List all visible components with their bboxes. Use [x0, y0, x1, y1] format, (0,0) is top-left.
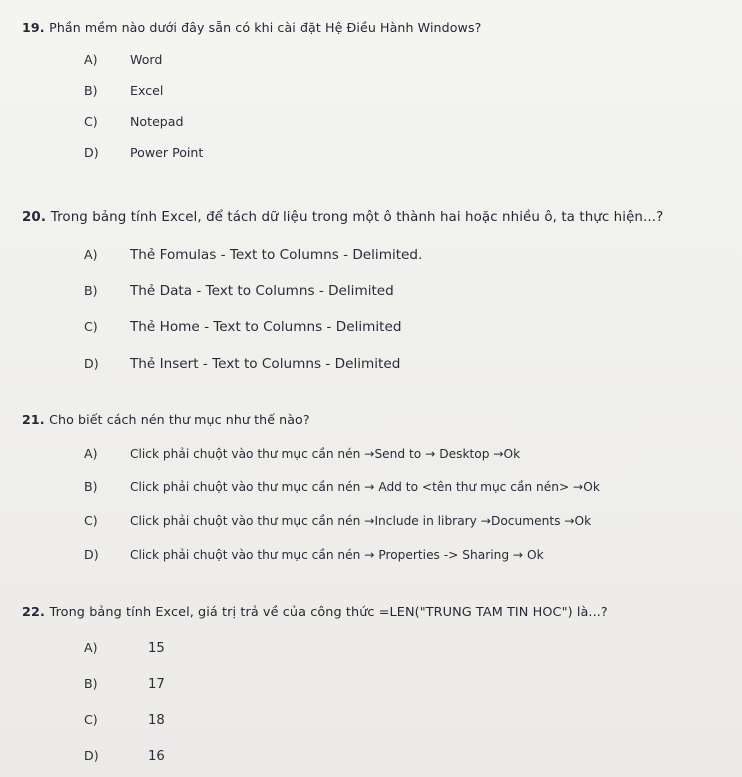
option-text: Excel — [130, 82, 164, 98]
option-text: Click phải chuột vào thư mục cần nén → Properties -> Sharing → Ok — [130, 547, 544, 562]
option-label: C) — [84, 113, 98, 129]
option-row[interactable] — [22, 247, 742, 263]
question-20 — [0, 210, 742, 372]
question-21-options — [22, 446, 742, 563]
question-19-number: 19. — [22, 20, 45, 35]
option-row[interactable] — [22, 513, 742, 529]
option-row[interactable] — [22, 114, 742, 129]
option-text: 17 — [148, 676, 165, 692]
question-19-options — [22, 52, 742, 160]
option-label: B) — [84, 675, 98, 691]
option-label: B) — [84, 479, 98, 495]
option-label: C) — [84, 513, 98, 529]
question-21-number: 21. — [22, 412, 45, 427]
option-label: C) — [84, 319, 98, 335]
option-text: Power Point — [130, 145, 204, 161]
option-text: 18 — [148, 712, 165, 728]
question-22 — [0, 605, 742, 764]
question-22-stem — [22, 605, 742, 621]
option-label: A) — [84, 639, 98, 655]
option-label: C) — [84, 711, 98, 727]
option-text: 15 — [148, 640, 165, 656]
question-19-stem — [22, 20, 742, 36]
question-20-text: Trong bảng tính Excel, để tách dữ liệu trong một ô thành hai hoặc nhiều ô, ta thực hiện...? — [50, 210, 664, 225]
option-text: Click phải chuột vào thư mục cần nén → Add to <tên thư mục cần nén> →Ok — [130, 480, 600, 495]
question-20-stem — [22, 210, 742, 227]
question-21-stem — [22, 412, 742, 428]
option-row[interactable] — [22, 83, 742, 98]
question-22-options — [22, 640, 742, 764]
option-row[interactable] — [22, 640, 742, 657]
option-text: Thẻ Home - Text to Columns - Delimited — [130, 319, 402, 336]
question-20-options — [22, 247, 742, 372]
option-label: D) — [84, 747, 99, 763]
option-row[interactable] — [22, 356, 742, 372]
option-row[interactable] — [22, 283, 742, 299]
option-row[interactable] — [22, 446, 742, 462]
option-label: B) — [84, 283, 98, 299]
option-text: Thẻ Data - Text to Columns - Delimited — [130, 283, 394, 300]
option-label: D) — [84, 355, 99, 371]
option-text: 16 — [148, 748, 165, 764]
question-19-text: Phần mềm nào dưới đây sẵn có khi cài đặt Hệ Điều Hành Windows? — [49, 20, 482, 35]
question-19 — [0, 20, 742, 160]
option-row[interactable] — [22, 319, 742, 335]
option-label: A) — [84, 51, 98, 67]
question-22-number: 22. — [22, 605, 45, 620]
option-row[interactable] — [22, 52, 742, 67]
option-row[interactable] — [22, 712, 742, 729]
option-label: D) — [84, 546, 99, 562]
option-text: Word — [130, 51, 163, 67]
option-label: B) — [84, 82, 98, 98]
option-text: Thẻ Fomulas - Text to Columns - Delimited. — [130, 246, 423, 263]
question-21 — [0, 412, 742, 562]
option-text: Notepad — [130, 113, 184, 129]
option-row[interactable] — [22, 676, 742, 693]
option-row[interactable] — [22, 547, 742, 563]
option-text: Click phải chuột vào thư mục cần nén →Send to → Desktop →Ok — [130, 446, 521, 461]
question-20-number: 20. — [22, 210, 47, 225]
option-row[interactable] — [22, 748, 742, 765]
option-text: Click phải chuột vào thư mục cần nén →Include in library →Documents →Ok — [130, 514, 592, 529]
option-row[interactable] — [22, 479, 742, 495]
option-label: A) — [84, 246, 98, 262]
option-row[interactable] — [22, 145, 742, 160]
option-label: A) — [84, 445, 98, 461]
option-text: Thẻ Insert - Text to Columns - Delimited — [130, 355, 401, 372]
option-label: D) — [84, 145, 99, 161]
question-22-text: Trong bảng tính Excel, giá trị trả về của công thức =LEN("TRUNG TAM TIN HOC") là...? — [49, 605, 608, 620]
question-21-text: Cho biết cách nén thư mục như thế nào? — [49, 412, 310, 427]
